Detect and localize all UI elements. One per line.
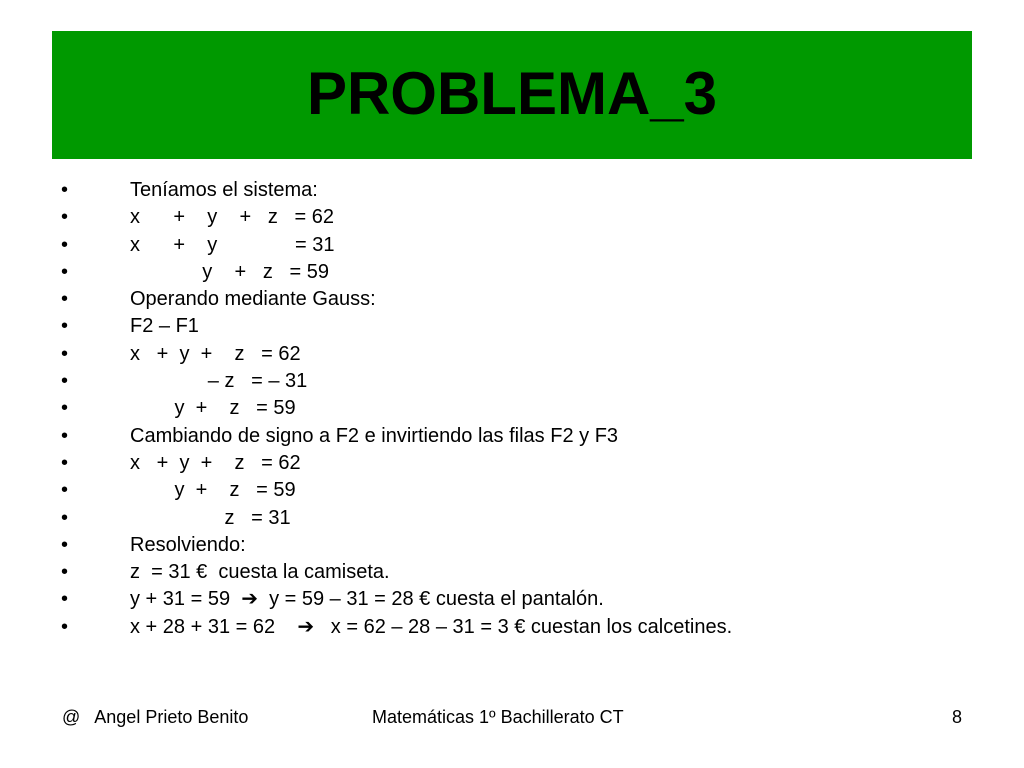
list-item: [0, 395, 1024, 422]
list-item: [0, 368, 1024, 395]
list-item: [0, 477, 1024, 504]
bullet-icon: •: [61, 615, 69, 638]
line-text: Operando mediante Gauss:: [130, 288, 376, 311]
list-item: [0, 259, 1024, 286]
bullet-icon: •: [61, 533, 69, 556]
bullet-icon: •: [61, 370, 69, 393]
line-text: Cambiando de signo a F2 e invirtiendo las filas F2 y F3: [130, 424, 619, 447]
list-item: [0, 559, 1024, 586]
slide-title: PROBLEMA_3: [306, 59, 718, 127]
line-text: – z = – 31: [130, 370, 308, 393]
list-item: [0, 286, 1024, 313]
line-text: y + z = 59: [130, 397, 296, 420]
line-text: y + z = 59: [130, 260, 329, 283]
bullet-icon: •: [61, 342, 69, 365]
line-text: x + y = 31: [130, 233, 335, 256]
list-item: [0, 341, 1024, 368]
line-text: z = 31: [130, 506, 291, 529]
line-text: Resolviendo:: [130, 533, 246, 556]
bullet-icon: •: [61, 479, 69, 502]
list-item: [0, 423, 1024, 450]
bullet-icon: •: [61, 506, 69, 529]
bullet-icon: •: [61, 315, 69, 338]
bullet-icon: •: [61, 561, 69, 584]
line-text: z = 31 € cuesta la camiseta.: [130, 561, 390, 584]
line-text: x + y + z = 62: [130, 451, 301, 474]
bullet-icon: •: [61, 206, 69, 229]
line-text: x + 28 + 31 = 62 ➔ x = 62 – 28 – 31 = 3 € cuestan los calcetines.: [130, 615, 733, 638]
list-item: [0, 450, 1024, 477]
list-item: [0, 313, 1024, 340]
list-item: [0, 177, 1024, 204]
bullet-icon: •: [61, 260, 69, 283]
line-text: F2 – F1: [130, 315, 199, 338]
line-text: x + y + z = 62: [130, 342, 301, 365]
list-item: [0, 204, 1024, 231]
list-item: [0, 532, 1024, 559]
line-text: Teníamos el sistema:: [130, 179, 318, 201]
list-item: [0, 614, 1024, 641]
bullet-icon: •: [61, 288, 69, 311]
line-text: y + 31 = 59 ➔ y = 59 – 31 = 28 € cuesta el pantalón.: [130, 588, 604, 611]
footer-author: @ Angel Prieto Benito: [62, 707, 249, 727]
list-item: [0, 232, 1024, 259]
list-item: [0, 586, 1024, 613]
footer-course: Matemáticas 1º Bachillerato CT: [372, 707, 624, 727]
footer-page-number: 8: [952, 707, 963, 727]
bullet-icon: •: [61, 397, 69, 420]
line-text: x + y + z = 62: [130, 206, 334, 229]
bullet-icon: •: [61, 424, 69, 447]
list-item: [0, 505, 1024, 532]
bullet-icon: •: [61, 588, 69, 611]
bullet-icon: •: [61, 451, 69, 474]
bullet-icon: •: [61, 179, 69, 201]
bullet-list: [0, 177, 1024, 641]
title-bar: [52, 31, 972, 159]
line-text: y + z = 59: [130, 479, 296, 502]
bullet-icon: •: [61, 233, 69, 256]
